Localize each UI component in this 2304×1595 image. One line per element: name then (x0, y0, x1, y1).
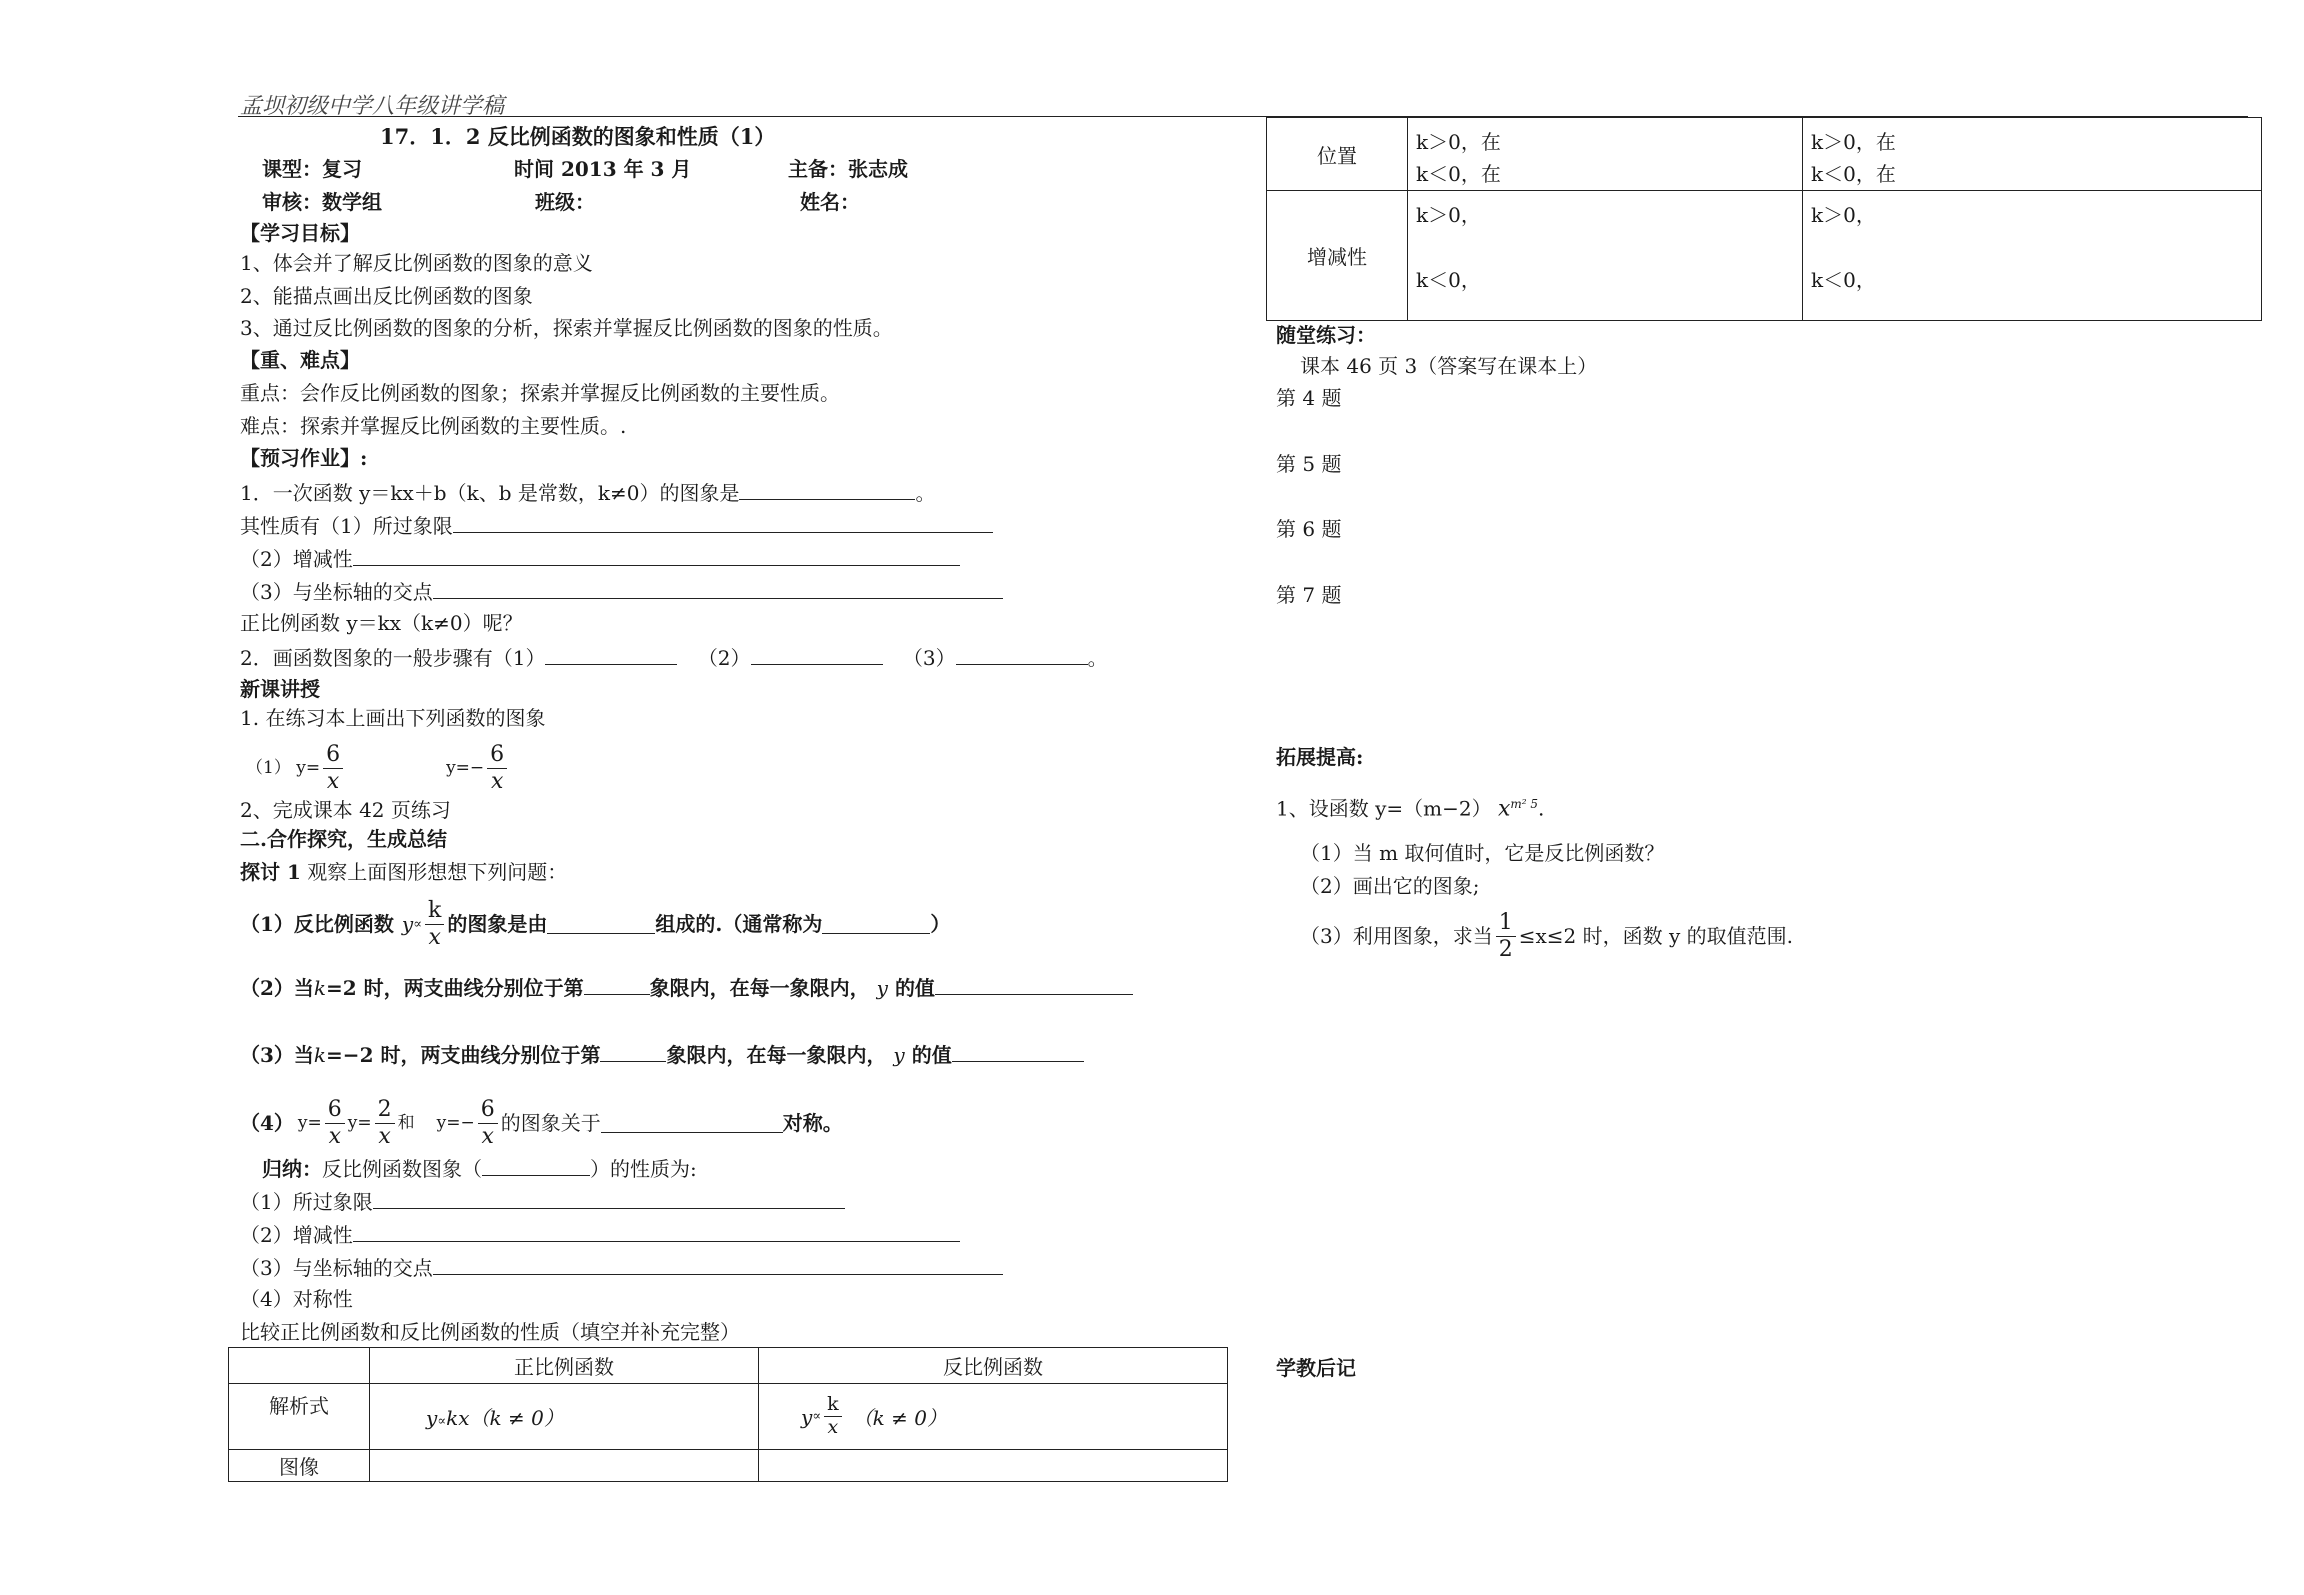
preview-q1-text: 1．一次函数 y＝kx＋b（k、b 是常数，k≠0）的图象是 (240, 481, 740, 505)
func1-prefix: （1） y= (246, 757, 321, 778)
explore-q2-b: =2 时，两支曲线分别位于第 (326, 976, 584, 1000)
preview-q2-end: 。 (1087, 646, 1108, 670)
extension-q1 (1276, 798, 1544, 821)
fraction (323, 742, 343, 794)
func-prefix: y= (297, 1112, 322, 1133)
denominator: x (481, 1123, 494, 1149)
summary-p1-text: （1）所过象限 (240, 1190, 373, 1214)
and-text: 和 (397, 1112, 415, 1133)
explore-q2-d: 的值 (894, 976, 935, 1000)
equals-mark: ∝ (413, 916, 423, 932)
explore-heading: 二.合作探究，生成总结 (240, 827, 447, 851)
preview-prop3 (240, 580, 1003, 602)
denominator: x (378, 1123, 391, 1149)
cell-line: k＞0， (1416, 203, 1481, 227)
explore-q1-a: （1）反比例函数 (240, 912, 394, 936)
var-y: y (801, 1404, 813, 1429)
explore-q2 (240, 976, 1133, 998)
extension-s3-b: ≤x≤2 时，函数 y 的取值范围. (1518, 924, 1793, 948)
row-label: 增减性 (1267, 191, 1408, 321)
var-y: y (893, 1043, 905, 1067)
blank-field[interactable] (956, 646, 1088, 665)
var-y: y (426, 1406, 438, 1430)
row-label: 位置 (1267, 118, 1408, 191)
summary-heading-end: ）的性质为: (590, 1157, 697, 1181)
practice-q7: 第 7 题 (1276, 583, 1342, 607)
extension-q1-text: 1、设函数 y=（m−2） (1276, 796, 1492, 821)
name-label: 姓名： (800, 190, 860, 214)
explore-q4-a: （4） (240, 1111, 294, 1135)
inverse-formula-cell[interactable] (759, 1384, 1228, 1450)
property-table (1266, 117, 2262, 321)
table-cell (229, 1348, 370, 1384)
blank-field[interactable] (584, 976, 650, 995)
summary-p1 (240, 1190, 845, 1212)
lesson-time: 时间 2013 年 3 月 (514, 157, 692, 181)
lesson-author: 主备：张志成 (788, 157, 908, 181)
explore-q3-d: 的值 (911, 1043, 952, 1067)
blank-field[interactable] (547, 915, 655, 934)
new-lesson-heading: 新课讲授 (240, 677, 320, 701)
afterword-heading: 学教后记 (1276, 1356, 1356, 1380)
practice-q6: 第 6 题 (1276, 517, 1342, 541)
extension-heading: 拓展提高: (1276, 745, 1364, 769)
cell-line: k＞0，在 (1416, 130, 1501, 154)
explore-q3 (240, 1043, 1084, 1065)
new-lesson-item2: 2、完成课本 42 页练习 (240, 798, 451, 822)
practice-note: 课本 46 页 3（答案写在课本上） (1300, 354, 1598, 378)
extension-s2: （2）画出它的图象; (1300, 874, 1480, 898)
blank-field[interactable] (601, 1114, 783, 1133)
explore-q1-b: 的图象是由 (447, 912, 548, 936)
explore-intro (240, 862, 567, 882)
blank-field[interactable] (600, 1043, 666, 1062)
compare-table (228, 1347, 1228, 1482)
summary-heading-text: 反比例函数图象（ (322, 1157, 482, 1181)
preview-prop1-text: 其性质有（1）所过象限 (240, 514, 453, 538)
blank-field[interactable] (751, 646, 883, 665)
explore-intro-label: 探讨 1 (240, 860, 301, 884)
preview-q2-b: （2） (697, 646, 751, 670)
preview-prop3-text: （3）与坐标轴的交点 (240, 580, 433, 604)
summary-p2 (240, 1223, 960, 1245)
explore-q2-c: 象限内，在每一象限内， (649, 976, 870, 1000)
explore-q2-a: （2）当 (240, 976, 314, 1000)
class-label: 班级： (535, 190, 595, 214)
summary-p3 (240, 1256, 1003, 1278)
explore-intro-text: 观察上面图形想想下列问题： (307, 860, 568, 884)
compare-title: 比较正比例函数和反比例函数的性质（填空并补充完整） (240, 1320, 740, 1344)
var-y: y (401, 912, 414, 936)
goal-item: 2、能描点画出反比例函数的图象 (240, 284, 533, 308)
blank-field[interactable] (373, 1190, 845, 1209)
summary-p3-text: （3）与坐标轴的交点 (240, 1256, 433, 1280)
preview-heading: 【预习作业】: (240, 446, 368, 470)
explore-q4-c: 对称。 (782, 1111, 843, 1135)
explore-q3-b: =−2 时，两支曲线分别位于第 (326, 1043, 601, 1067)
inverse-monotone-cell[interactable] (1803, 191, 2262, 321)
fraction (824, 1394, 842, 1439)
exponent: m² 5 (1510, 797, 1539, 811)
goals-heading: 【学习目标】 (240, 221, 360, 245)
var-k: k (313, 976, 327, 1000)
school-header: 孟坝初级中学八年级讲学稿 (240, 94, 505, 119)
inverse-position-cell[interactable] (1803, 118, 2262, 191)
numerator: 6 (325, 1097, 345, 1123)
preview-prop1 (240, 514, 993, 536)
goal-item: 1、体会并了解反比例函数的图象的意义 (240, 251, 593, 275)
keypoints-heading: 【重、难点】 (240, 348, 360, 372)
var-x: x (1497, 796, 1511, 822)
preview-q1-end: 。 (915, 481, 936, 505)
numerator: 1 (1496, 910, 1516, 936)
graph-cell[interactable] (759, 1450, 1228, 1482)
cell-line: k＞0，在 (1811, 130, 1896, 154)
preview-prop2-text: （2）增减性 (240, 547, 353, 571)
var-y: y (876, 976, 888, 1000)
fraction (1496, 910, 1516, 962)
key-point: 重点：会作反比例函数的图象；探索并掌握反比例函数的主要性质。 (240, 381, 840, 405)
fraction (478, 1097, 498, 1149)
lesson-type: 课型：复习 (262, 157, 362, 181)
practice-heading: 随堂练习： (1276, 323, 1376, 347)
explore-q3-a: （3）当 (240, 1043, 314, 1067)
preview-q1 (240, 481, 935, 503)
explore-q1 (240, 892, 950, 956)
explore-q4-b: 的图象关于 (500, 1111, 601, 1135)
cell-line: k＞0， (1811, 203, 1876, 227)
preview-prop2 (240, 547, 960, 569)
lesson-review: 审核：数学组 (262, 190, 382, 214)
blank-field[interactable] (822, 915, 930, 934)
preview-q2-c: （3） (902, 646, 956, 670)
fraction (425, 898, 444, 950)
extension-s3 (1300, 904, 1793, 968)
cell-line: k＜0，在 (1811, 162, 1896, 186)
graph-cell[interactable] (370, 1450, 759, 1482)
table-header: 正比例函数 (370, 1348, 759, 1384)
explore-q3-c: 象限内，在每一象限内， (666, 1043, 887, 1067)
cell-line: k＜0， (1811, 268, 1876, 292)
table-header: 反比例函数 (759, 1348, 1228, 1384)
practice-q5: 第 5 题 (1276, 452, 1342, 476)
numerator: 6 (487, 742, 507, 768)
difficult-point: 难点：探索并掌握反比例函数的主要性质。. (240, 414, 627, 438)
explore-q1-c: 组成的.（通常称为 (655, 912, 823, 936)
row-label: 图像 (229, 1450, 370, 1482)
direct-position-cell[interactable] (1408, 118, 1803, 191)
summary-p2-text: （2）增减性 (240, 1223, 353, 1247)
summary-label: 归纳： (262, 1157, 322, 1181)
blank-field[interactable] (482, 1157, 590, 1176)
direct-monotone-cell[interactable] (1408, 191, 1803, 321)
preview-q2-text: 2．画函数图象的一般步骤有（1） (240, 646, 546, 670)
numerator: k (425, 898, 444, 924)
blank-field[interactable] (353, 547, 960, 566)
denominator: x (428, 924, 441, 950)
numerator: 2 (375, 1097, 395, 1123)
explore-q1-d: ） (930, 912, 951, 936)
practice-q4: 第 4 题 (1276, 386, 1342, 410)
cell-line: k＜0， (1416, 268, 1481, 292)
lesson-title: 17．1．2 反比例函数的图象和性质（1） (380, 124, 776, 149)
blank-field[interactable] (739, 481, 915, 500)
preview-q2 (240, 646, 1108, 668)
row-label: 解析式 (229, 1384, 370, 1450)
blank-field[interactable] (433, 1256, 1003, 1275)
new-lesson-item1: 1. 在练习本上画出下列函数的图象 (240, 706, 546, 730)
blank-field[interactable] (453, 514, 993, 533)
func2-prefix: y=− (446, 757, 485, 778)
denominator: x (326, 768, 340, 794)
denominator: 2 (1498, 936, 1513, 962)
direct-formula: kx（k ≠ 0） (446, 1406, 564, 1430)
preview-direct: 正比例函数 y＝kx（k≠0）呢？ (240, 611, 523, 635)
new-lesson-functions (246, 736, 510, 800)
numerator: 6 (323, 742, 343, 768)
fraction (325, 1097, 345, 1149)
denominator: x (827, 1416, 839, 1438)
denominator: x (490, 768, 504, 794)
blank-field[interactable] (952, 1043, 1084, 1062)
fraction (487, 742, 507, 794)
summary-heading (262, 1157, 697, 1179)
extension-q1-end: . (1538, 796, 1545, 821)
blank-field[interactable] (545, 646, 677, 665)
inverse-formula: （k ≠ 0） (852, 1406, 947, 1430)
equals-mark: ∝ (437, 1414, 447, 1429)
denominator: x (328, 1123, 341, 1149)
func-prefix: y=− (436, 1112, 475, 1133)
extension-s1: （1）当 m 取何值时，它是反比例函数？ (1300, 841, 1665, 865)
func-prefix: y= (347, 1112, 372, 1133)
extension-s3-a: （3）利用图象，求当 (1300, 924, 1493, 948)
cell-line: k＜0，在 (1416, 162, 1501, 186)
numerator: k (824, 1394, 842, 1417)
equals-mark: ∝ (812, 1409, 822, 1424)
blank-field[interactable] (935, 976, 1133, 995)
explore-q4 (240, 1090, 843, 1156)
blank-field[interactable] (353, 1223, 960, 1242)
direct-formula-cell[interactable] (370, 1384, 759, 1450)
goal-item: 3、通过反比例函数的图象的分析，探索并掌握反比例函数的图象的性质。 (240, 316, 893, 340)
var-k: k (313, 1043, 327, 1067)
numerator: 6 (478, 1097, 498, 1123)
fraction (375, 1097, 395, 1149)
blank-field[interactable] (433, 580, 1003, 599)
summary-p4: （4）对称性 (240, 1287, 353, 1311)
